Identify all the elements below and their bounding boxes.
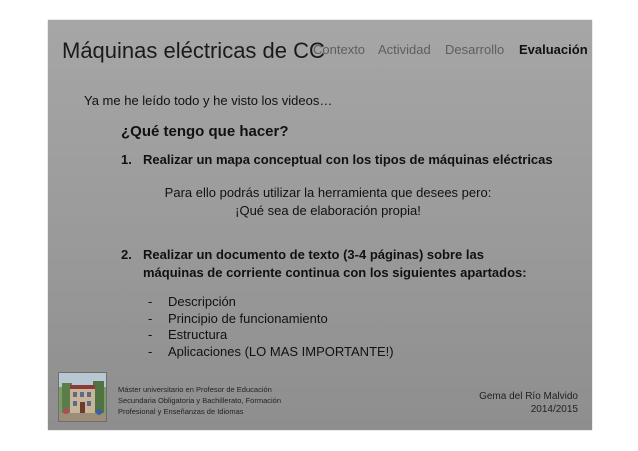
step-1-text: Realizar un mapa conceptual con los tipos de máquinas eléctricas [143, 152, 553, 167]
note-line-2: ¡Qué sea de elaboración propia! [235, 203, 421, 218]
slide [48, 20, 592, 430]
step-2-text: Realizar un documento de texto (3-4 páginas) sobre las máquinas de corriente continua con los siguientes apartados: [143, 247, 527, 280]
footer-author [479, 390, 578, 416]
list-item: - Descripción [148, 294, 236, 309]
slide-title: Máquinas eléctricas de CC [62, 38, 325, 63]
intro-text: Ya me he leído todo y he visto los videos… [84, 93, 333, 108]
step-1 [121, 151, 553, 169]
list-item-text: Estructura [168, 327, 228, 342]
step-2 [121, 246, 543, 282]
academic-year: 2014/2015 [530, 404, 578, 415]
nav-link-desarrollo[interactable]: Desarrollo [445, 42, 505, 57]
list-item-text: Aplicaciones (LO MAS IMPORTANTE!) [168, 343, 394, 359]
list-item: - Principio de funcionamiento [148, 310, 328, 326]
list-item: - Estructura [148, 327, 228, 342]
nav-link-evaluacion[interactable]: Evaluación [519, 42, 588, 57]
nav-link-actividad[interactable]: Actividad [378, 42, 431, 57]
note-line-1: Para ello podrás utilizar la herramienta que desees pero: [164, 185, 492, 200]
step-2-number: 2. [121, 247, 132, 262]
footer-program [118, 384, 281, 417]
list-item: - Aplicaciones (LO MAS IMPORTANTE!) [148, 343, 394, 359]
building-photo-image [59, 373, 106, 421]
section-list [148, 294, 394, 360]
footer-program-line-2: Secundaria Obligatoria y Bachillerato, Formación [118, 396, 281, 405]
step-1-number: 1. [121, 152, 132, 167]
question-heading: ¿Qué tengo que hacer? [121, 123, 289, 140]
nav-link-contexto[interactable]: Contexto [313, 42, 366, 57]
footer-program-line-1: Máster universitario en Profesor de Educación [118, 385, 272, 394]
author-name: Gema del Río Malvido [479, 391, 578, 402]
footer-program-line-3: Profesional y Enseñanzas de Idiomas [118, 407, 244, 416]
list-item-text: Descripción [168, 294, 236, 309]
building-photo [58, 372, 107, 422]
list-item-text: Principio de funcionamiento [168, 310, 328, 326]
